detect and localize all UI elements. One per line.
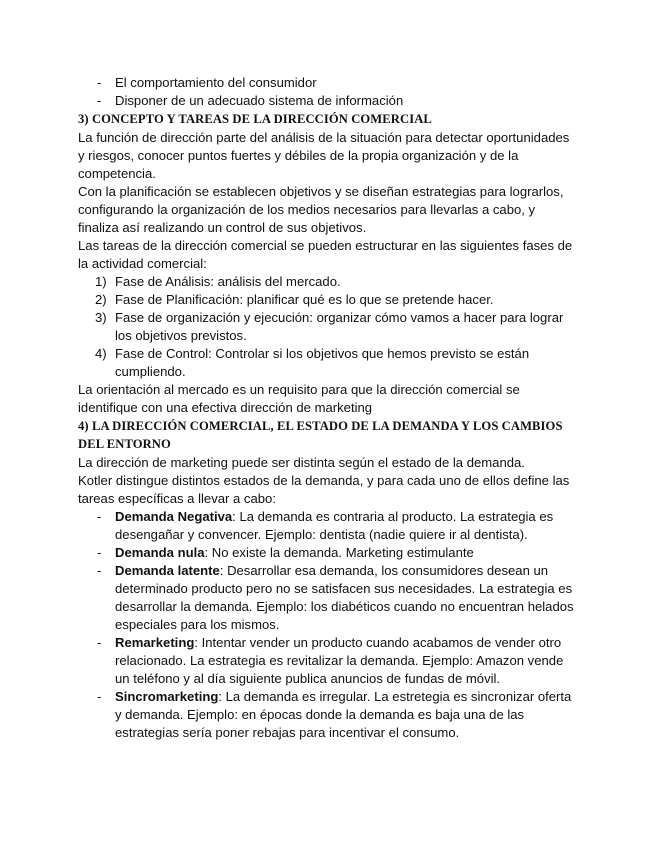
section3-paragraph: Con la planificación se establecen objetivos y se diseñan estrategias para lograrlos, configurando la organización de los medios necesarios para llevarlas a cabo, y finaliza así realizando un control de sus objetivos. — [78, 183, 564, 235]
section3-closing: La orientación al mercado es un requisito para que la dirección comercial se identifique con una efectiva dirección de marketing — [78, 381, 520, 415]
list-item-text: El comportamiento del consumidor — [115, 75, 317, 90]
term: Demanda Negativa — [115, 508, 233, 524]
list-item — [78, 544, 579, 562]
list-item — [78, 508, 579, 544]
definition: : La demanda es contraria al producto. La estrategia es desengañar y convencer. Ejemplo: dentista (nadie quiere ir al dentista). — [115, 508, 554, 542]
list-item — [78, 634, 579, 688]
phases-list — [78, 273, 579, 381]
definition: : No existe la demanda. Marketing estimulante — [204, 544, 474, 560]
dash-marker: - — [97, 75, 102, 90]
term: Demanda latente — [115, 562, 220, 578]
list-item — [78, 562, 579, 634]
section3-paragraph: La función de dirección parte del análisis de la situación para detectar oportunidades y riesgos, conocer puntos fuertes y débiles de la propia organización y de la competencia. — [78, 129, 570, 181]
list-item — [78, 309, 579, 345]
list-item — [78, 273, 579, 291]
number-marker: 3) — [95, 309, 107, 325]
section4-paragraph: La dirección de marketing puede ser distinta según el estado de la demanda. — [78, 454, 525, 470]
section4-paragraph: Kotler distingue distintos estados de la demanda, y para cada uno de ellos define las tareas específicas a llevar a cabo: — [78, 472, 570, 506]
section3-heading: 3) CONCEPTO Y TAREAS DE LA DIRECCIÓN COMERCIAL — [78, 112, 432, 126]
demand-states-list — [78, 508, 579, 742]
dash-marker: - — [97, 688, 102, 704]
intro-list — [78, 74, 579, 110]
list-item — [78, 688, 579, 742]
number-marker: 2) — [95, 291, 107, 307]
list-item — [78, 291, 579, 309]
definition: : La demanda es irregular. La estretegia es sincronizar oferta y demanda. Ejemplo: en épocas donde la demanda es baja una de las estrategias sería poner rebajas para incentivar el consumo. — [115, 688, 572, 740]
term: Sincromarketing — [115, 688, 219, 704]
list-item-text: Disponer de un adecuado sistema de información — [115, 93, 404, 108]
list-item-text: Fase de Control: Controlar si los objetivos que hemos previsto se están cumpliendo. — [115, 345, 530, 379]
term: Demanda nula — [115, 544, 205, 560]
number-marker: 1) — [95, 273, 107, 289]
dash-marker: - — [97, 508, 102, 524]
number-marker: 4) — [95, 345, 107, 361]
dash-marker: - — [97, 93, 102, 108]
list-item — [78, 92, 579, 110]
definition: : Intentar vender un producto cuando acabamos de vender otro relacionado. La estrategia es revitalizar la demanda. Ejemplo: Amazon vende un teléfono y al día siguiente publica anuncios de fundas de móvil. — [115, 634, 564, 686]
section4-heading-line2: DEL ENTORNO — [78, 437, 171, 451]
dash-marker: - — [97, 544, 102, 560]
term: Remarketing — [115, 634, 195, 650]
list-item-text: Fase de Planificación: planificar qué es lo que se pretende hacer. — [115, 291, 494, 307]
list-item-text: Fase de organización y ejecución: organizar cómo vamos a hacer para lograr los objetivos previstos. — [115, 309, 564, 343]
dash-marker: - — [97, 634, 102, 650]
section4-heading-line1: 4) LA DIRECCIÓN COMERCIAL, EL ESTADO DE LA DEMANDA Y LOS CAMBIOS — [78, 418, 563, 433]
list-item — [78, 74, 579, 92]
list-item — [78, 345, 579, 381]
section3-paragraph: Las tareas de la dirección comercial se pueden estructurar en las siguientes fases de la actividad comercial: — [78, 237, 573, 271]
section4-heading — [78, 417, 579, 454]
list-item-text: Fase de Análisis: análisis del mercado. — [115, 273, 341, 289]
dash-marker: - — [97, 562, 102, 578]
definition: : Desarrollar esa demanda, los consumidores desean un determinado producto pero no se satisfacen sus necesidades. La estrategia es desarrollar la demanda. Ejemplo: los diabéticos cuando no encuentran helados especiales para los mismos. — [115, 562, 574, 632]
